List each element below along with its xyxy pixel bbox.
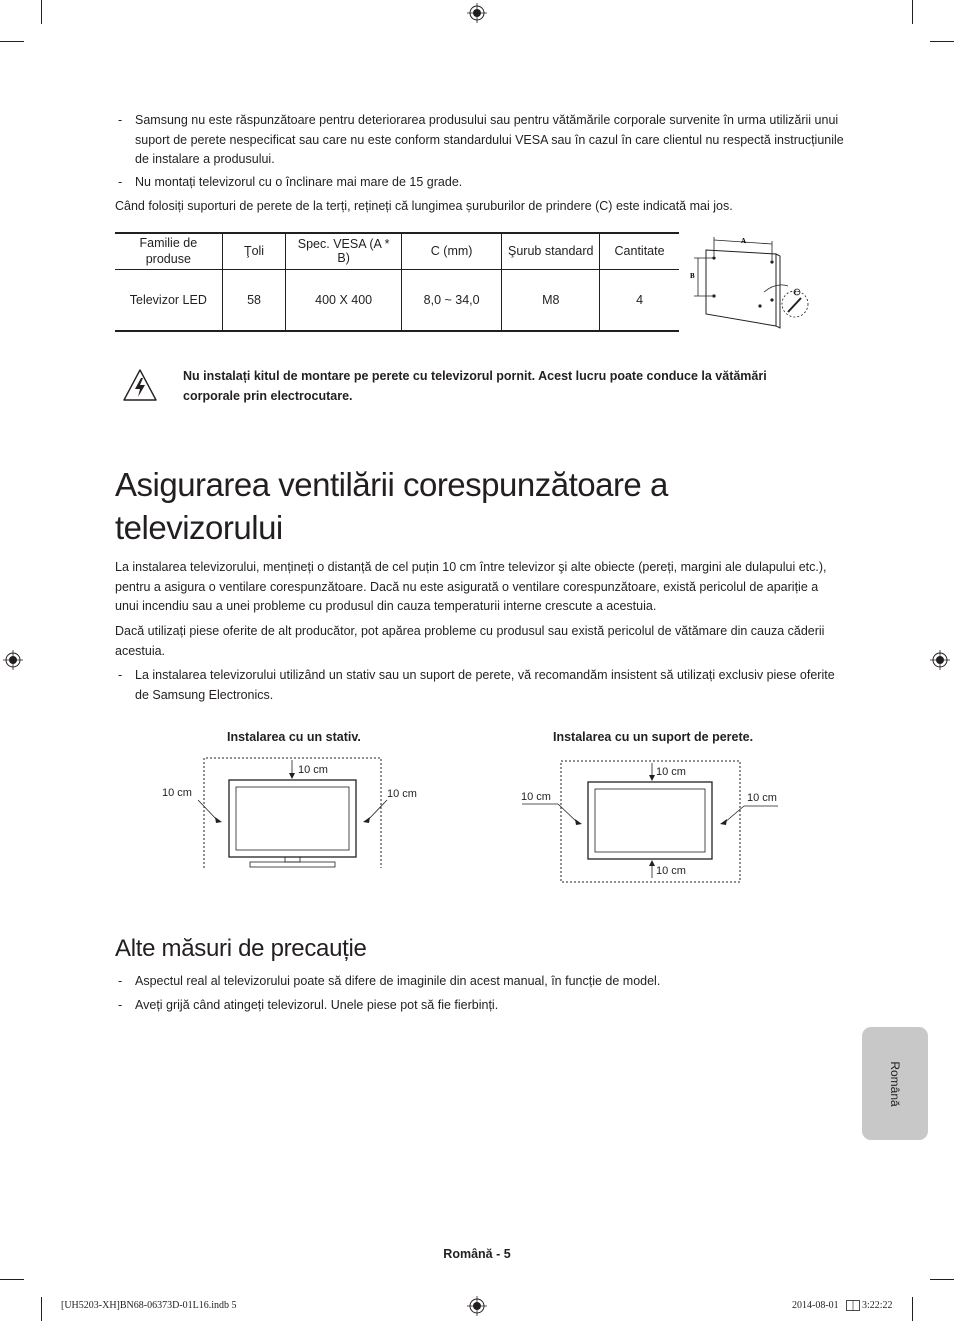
crop-mark xyxy=(912,0,913,24)
table-header: Spec. VESA (A * B) xyxy=(286,233,401,269)
paragraph: La instalarea televizorului, mențineți o distanță de cel puțin 10 cm între televizor şi alte obiecte (pereți, margini ale dulapului etc.), pentru a asigura o ventilare corespunzătoare. Dacă nu este asigurată o ventilare corespunzătoare, există pericolul de apariție a unui incendiu sau a unei probleme cu produsul din cauza temperaturii interne crescute a acestuia. xyxy=(115,560,827,613)
registration-mark-icon xyxy=(930,650,950,670)
slug-date: 2014-08-01 xyxy=(792,1300,839,1311)
wall-caption: Instalarea cu un suport de perete. xyxy=(553,730,754,744)
bullet-text: Aspectul real al televizorului poate să difere de imaginile din acest manual, în funcție de model. xyxy=(135,974,661,988)
table-cell: 58 xyxy=(222,269,286,331)
label-a: A xyxy=(741,237,747,245)
wall-clearance-diagram xyxy=(520,758,780,885)
clearance-label: 10 cm xyxy=(747,792,777,804)
section-title: Alte măsuri de precauție xyxy=(115,935,367,962)
section-title: Asigurarea ventilării corespunzătoare a televizorului xyxy=(115,466,668,546)
table-header: C (mm) xyxy=(401,233,502,269)
crop-mark xyxy=(930,41,954,42)
label-b: B xyxy=(690,272,695,280)
list-item: - Nu montați televizorul cu o înclinare mai mare de 15 grade. xyxy=(118,175,463,189)
table-header: Şurub standard xyxy=(502,233,600,269)
table-cell: Televizor LED xyxy=(129,292,207,307)
table-cell: M8 xyxy=(502,269,600,331)
registration-mark-icon xyxy=(467,1296,487,1316)
language-tab-label: Română xyxy=(888,1060,902,1107)
table-cell: 8,0 ~ 34,0 xyxy=(401,269,502,331)
table-row xyxy=(115,269,679,331)
wall-mount-diagram xyxy=(684,234,814,330)
table-header: Familie de produse xyxy=(139,236,198,267)
table-header: Ţoli xyxy=(222,233,286,269)
warning-text: Nu instalați kitul de montare pe perete cu televizorul pornit. Acest lucru poate conduce la vătămări corporale prin electrocutare. xyxy=(183,369,767,403)
list-item: - Aveți grijă când atingeți televizorul. Unele piese pot să fie fierbinți. xyxy=(118,998,499,1012)
list-item: - La instalarea televizorului utilizând un stativ sau un suport de perete, vă recomandăm insistent să utilizați exclusiv piese oferite de Samsung Electronics. xyxy=(118,668,835,702)
clearance-label: 10 cm xyxy=(656,865,686,877)
table-cell: 400 X 400 xyxy=(286,269,401,331)
table-header: Cantitate xyxy=(600,233,679,269)
registration-mark-icon xyxy=(467,3,487,23)
electric-warning-icon xyxy=(122,368,158,402)
paragraph: Dacă utilizați piese oferite de alt producător, pot apărea probleme cu produsul sau există pericolul de vătămare din cauza căderii acestuia. xyxy=(115,624,825,658)
bullet-text: La instalarea televizorului utilizând un stativ sau un suport de perete, vă recomandăm insistent să utilizați exclusiv piese oferite de Samsung Electronics. xyxy=(135,668,835,702)
crop-mark xyxy=(912,1297,913,1321)
bullet-text: Aveți grijă când atingeți televizorul. Unele piese pot să fie fierbinți. xyxy=(135,998,499,1012)
vesa-spec-table xyxy=(115,232,679,332)
page-number: Română - 5 xyxy=(443,1247,511,1261)
clearance-label: 10 cm xyxy=(387,788,417,800)
clearance-label: 10 cm xyxy=(162,787,192,799)
bullet-text: Samsung nu este răspunzătoare pentru deteriorarea produsului sau pentru vătămările corporale survenite în urma utilizării unui suport de perete nespecificat sau care nu este conform standardului VESA sau în cazul în care clientul nu respectă instrucțiunile de instalare a produsului. xyxy=(135,113,844,166)
crop-mark xyxy=(0,1279,24,1280)
clock-glyph-icon xyxy=(846,1300,860,1311)
slug-file: [UH5203-XH]BN68-06373D-01L16.indb 5 xyxy=(61,1300,237,1311)
clearance-label: 10 cm xyxy=(656,766,686,778)
stand-clearance-diagram xyxy=(160,755,425,870)
table-cell: 4 xyxy=(600,269,679,331)
crop-mark xyxy=(930,1279,954,1280)
clearance-label: 10 cm xyxy=(521,791,551,803)
stand-caption: Instalarea cu un stativ. xyxy=(227,730,361,744)
crop-mark xyxy=(0,41,24,42)
clearance-label: 10 cm xyxy=(298,764,328,776)
crop-mark xyxy=(41,1297,42,1321)
intro-note: Când folosiți suporturi de perete de la terți, rețineți că lungimea șuruburilor de prindere (C) este indicată mai jos. xyxy=(115,199,733,213)
bullet-text: Nu montați televizorul cu o înclinare mai mare de 15 grade. xyxy=(135,175,463,189)
slug-time: 3:22:22 xyxy=(862,1300,893,1311)
registration-mark-icon xyxy=(3,650,23,670)
label-c: C xyxy=(794,291,799,297)
list-item: - Aspectul real al televizorului poate să difere de imaginile din acest manual, în funcție de model. xyxy=(118,974,661,988)
list-item: - Samsung nu este răspunzătoare pentru deteriorarea produsului sau pentru vătămările corporale survenite în urma utilizării unui suport de perete nespecificat sau care nu este conform standardului VESA sau în cazul în care clientul nu respectă instrucțiunile de instalare a produsului. xyxy=(118,113,844,166)
language-tab xyxy=(862,1027,928,1140)
crop-mark xyxy=(41,0,42,24)
